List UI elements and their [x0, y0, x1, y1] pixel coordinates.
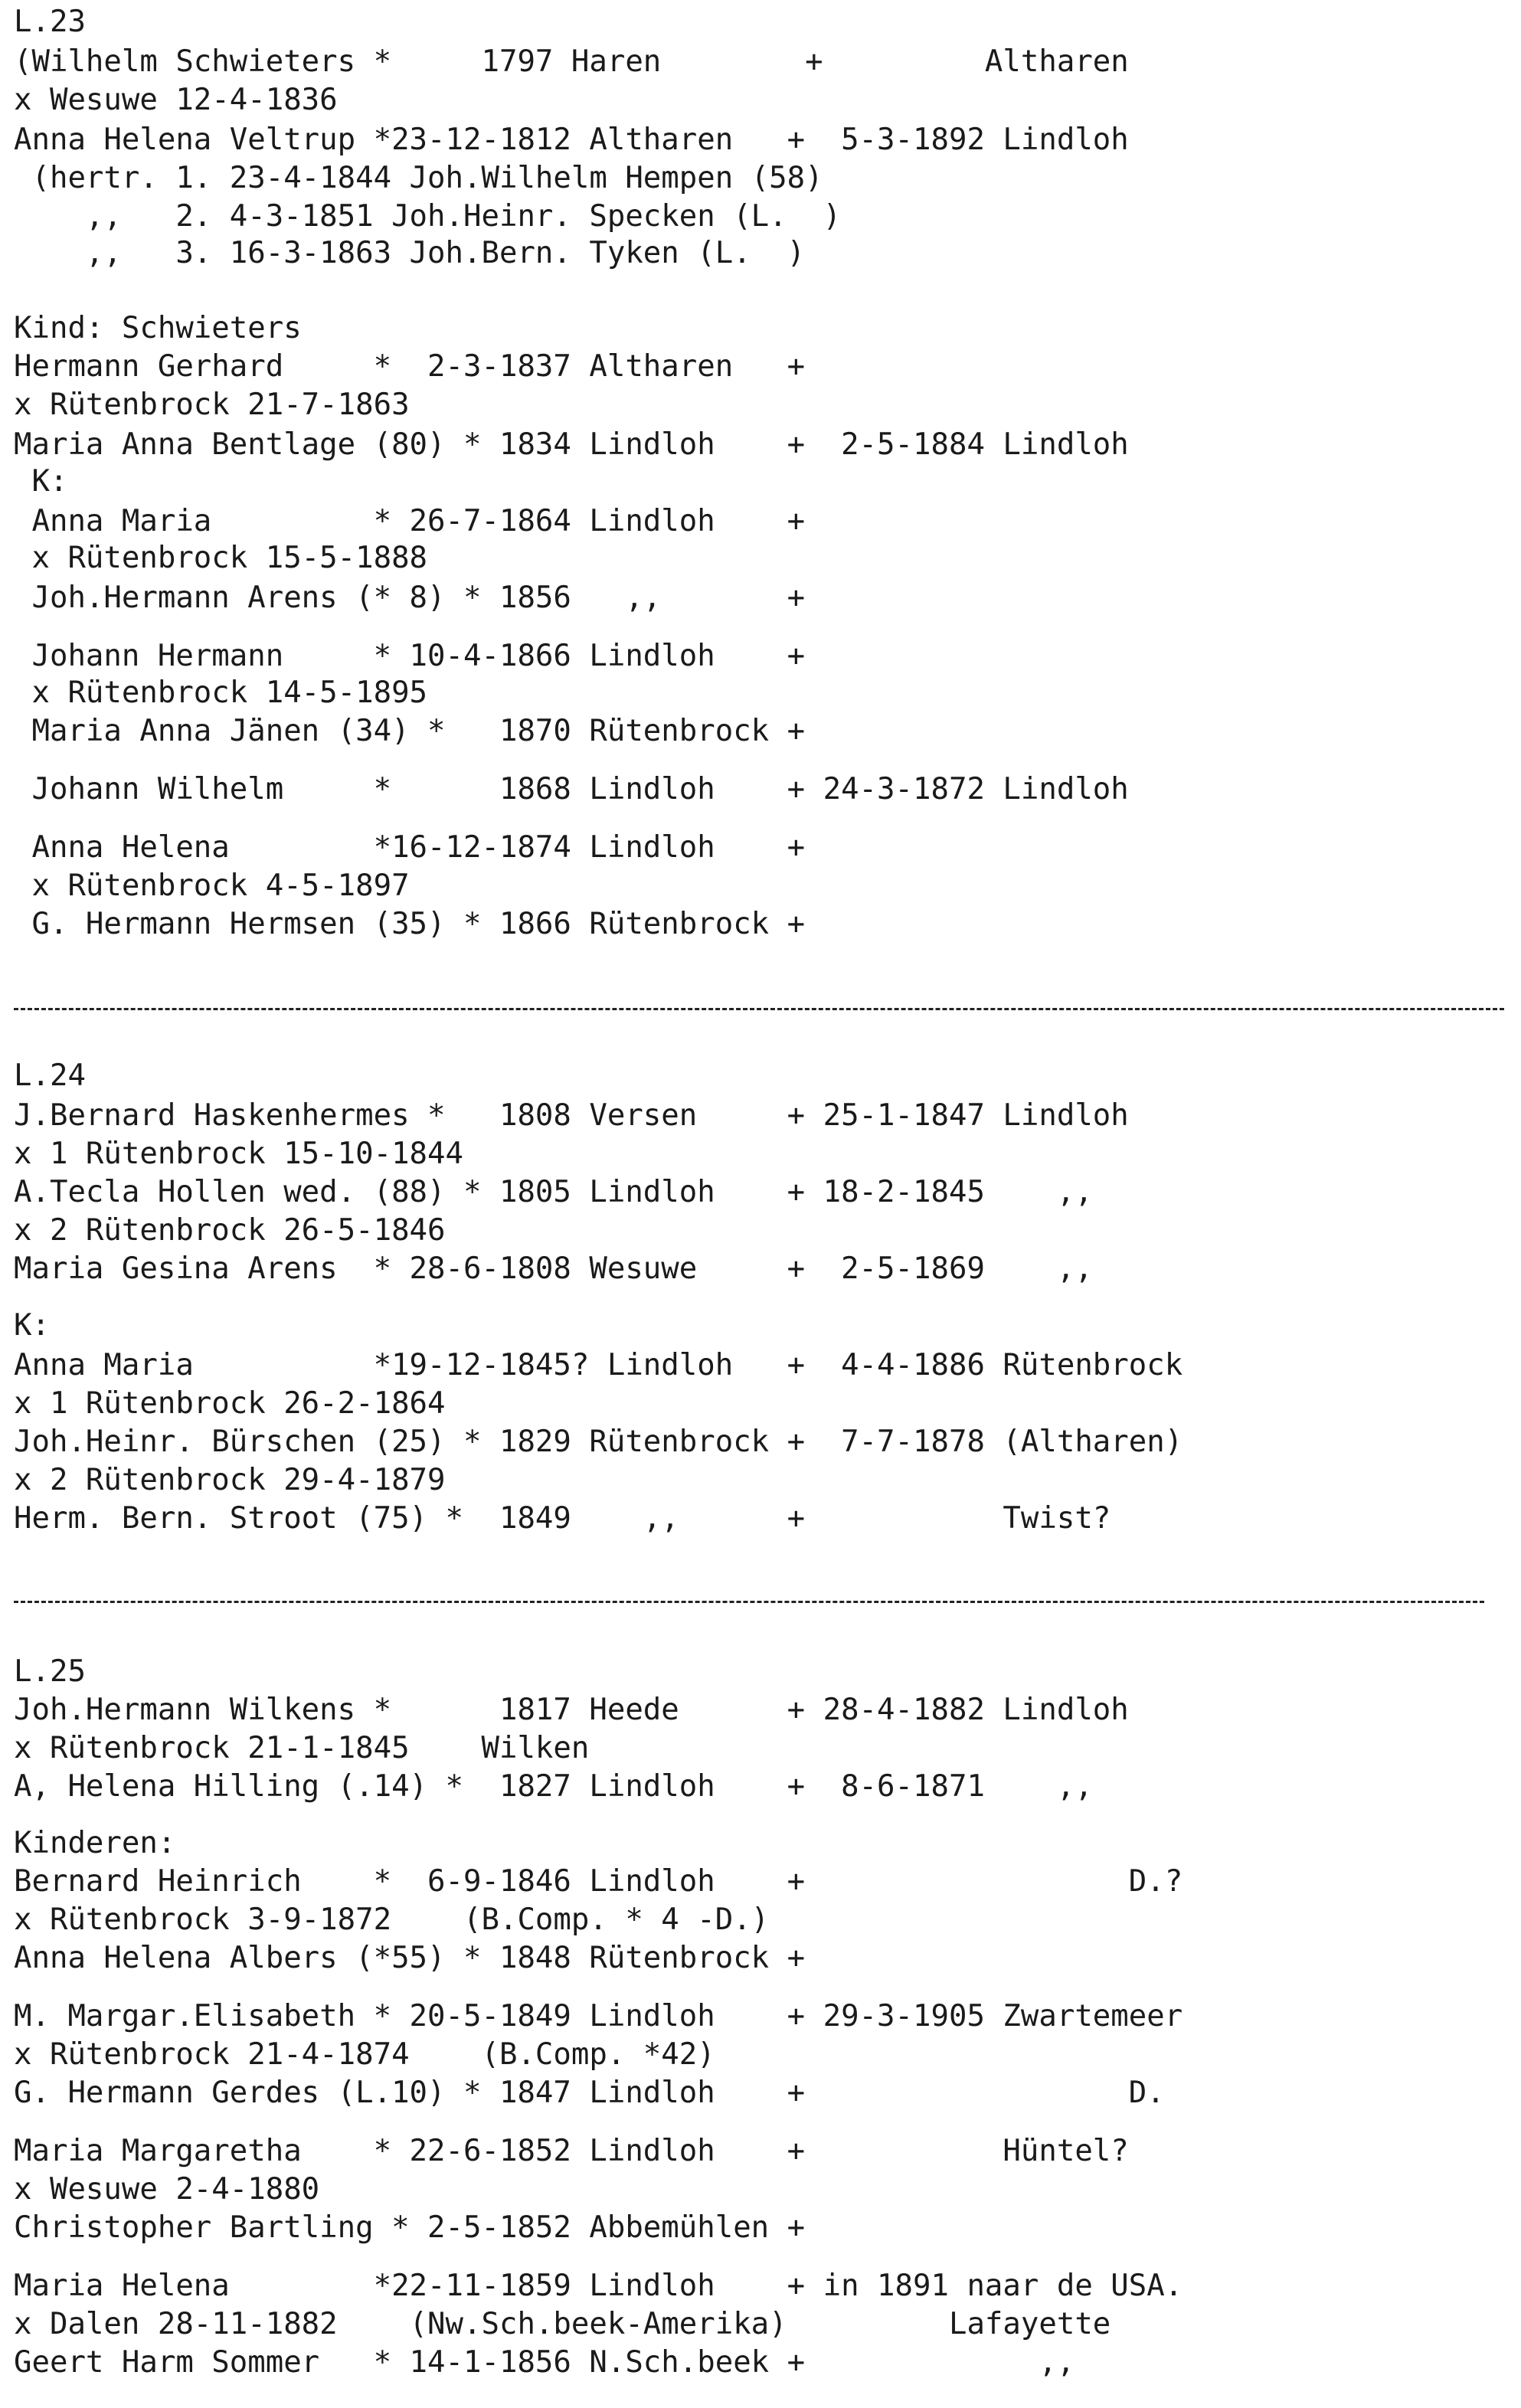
text-line: Joh.Hermann Wilkens * 1817 Heede + 28-4-1882 Lindloh [14, 1693, 1129, 1727]
entry-code: L.24 [14, 1058, 86, 1093]
text-line: x Rütenbrock 21-7-1863 [14, 388, 410, 422]
text-line: Anna Maria * 26-7-1864 Lindloh + [14, 504, 806, 538]
text-line: x Wesuwe 12-4-1836 [14, 83, 338, 117]
text-line: Maria Helena *22-11-1859 Lindloh + in 1891 naar de USA. [14, 2269, 1183, 2303]
text-line: x Rütenbrock 21-4-1874 (B.Comp. *42) [14, 2037, 715, 2072]
text-line: x Rütenbrock 4-5-1897 [14, 869, 410, 903]
text-line: Maria Margaretha * 22-6-1852 Lindloh + Hüntel? [14, 2134, 1129, 2168]
text-line: Johann Hermann * 10-4-1866 Lindloh + [14, 639, 806, 673]
text-line: x Rütenbrock 3-9-1872 (B.Comp. * 4 -D.) [14, 1903, 770, 1937]
text-line: ,, 3. 16-3-1863 Joh.Bern. Tyken (L. ) [14, 236, 806, 270]
text-line: Johann Wilhelm * 1868 Lindloh + 24-3-1872 Lindloh [14, 772, 1129, 806]
text-line: Geert Harm Sommer * 14-1-1856 N.Sch.beek + ,, [14, 2345, 1075, 2380]
text-line: Maria Anna Bentlage (80) * 1834 Lindloh + 2-5-1884 Lindloh [14, 427, 1129, 462]
text-line: Maria Gesina Arens * 28-6-1808 Wesuwe + 2-5-1869 ,, [14, 1251, 1093, 1286]
text-line: (Wilhelm Schwieters * 1797 Haren + Altharen [14, 44, 1129, 79]
text-line: Joh.Heinr. Bürschen (25) * 1829 Rütenbrock + 7-7-1878 (Altharen) [14, 1425, 1183, 1459]
text-line: x 2 Rütenbrock 29-4-1879 [14, 1463, 446, 1497]
section-divider [14, 1008, 1504, 1010]
text-line: x Rütenbrock 14-5-1895 [14, 676, 428, 710]
text-line: (hertr. 1. 23-4-1844 Joh.Wilhelm Hempen (58) [14, 161, 823, 195]
text-line: G. Hermann Hermsen (35) * 1866 Rütenbrock + [14, 907, 806, 941]
text-line: Christopher Bartling * 2-5-1852 Abbemühlen + [14, 2210, 806, 2245]
text-line: Joh.Hermann Arens (* 8) * 1856 ,, + [14, 581, 806, 615]
text-line: x 1 Rütenbrock 15-10-1844 [14, 1137, 463, 1171]
text-line: Kind: Schwieters [14, 311, 302, 345]
text-line: Kinderen: [14, 1826, 176, 1860]
text-line: x Dalen 28-11-1882 (Nw.Sch.beek-Amerika) Lafayette [14, 2307, 1111, 2341]
text-line: Bernard Heinrich * 6-9-1846 Lindloh + D.? [14, 1864, 1183, 1899]
text-line: Herm. Bern. Stroot (75) * 1849 ,, + Twist? [14, 1501, 1111, 1536]
text-line: ,, 2. 4-3-1851 Joh.Heinr. Specken (L. ) [14, 199, 842, 234]
text-line: Hermann Gerhard * 2-3-1837 Altharen + [14, 349, 806, 384]
text-line: Maria Anna Jänen (34) * 1870 Rütenbrock + [14, 714, 806, 748]
text-line: Anna Helena Albers (*55) * 1848 Rütenbrock + [14, 1941, 806, 1975]
text-line: x 1 Rütenbrock 26-2-1864 [14, 1386, 446, 1421]
entry-code: L.23 [14, 5, 86, 39]
text-line: K: [14, 464, 68, 499]
text-line: x Wesuwe 2-4-1880 [14, 2172, 320, 2207]
text-line: M. Margar.Elisabeth * 20-5-1849 Lindloh + 29-3-1905 Zwartemeer [14, 1999, 1183, 2033]
text-line: Anna Helena Veltrup *23-12-1812 Altharen + 5-3-1892 Lindloh [14, 123, 1129, 157]
text-line: J.Bernard Haskenhermes * 1808 Versen + 25-1-1847 Lindloh [14, 1098, 1129, 1133]
text-line: A, Helena Hilling (.14) * 1827 Lindloh + 8-6-1871 ,, [14, 1769, 1093, 1804]
text-line: x Rütenbrock 15-5-1888 [14, 541, 428, 575]
text-line: x 2 Rütenbrock 26-5-1846 [14, 1213, 446, 1248]
entry-code: L.25 [14, 1654, 86, 1689]
text-line: Anna Helena *16-12-1874 Lindloh + [14, 830, 806, 865]
text-line: K: [14, 1308, 50, 1343]
text-line: Anna Maria *19-12-1845? Lindloh + 4-4-1886 Rütenbrock [14, 1348, 1183, 1382]
text-line: A.Tecla Hollen wed. (88) * 1805 Lindloh + 18-2-1845 ,, [14, 1175, 1093, 1209]
text-line: G. Hermann Gerdes (L.10) * 1847 Lindloh + D. [14, 2076, 1165, 2110]
section-divider [14, 1601, 1484, 1603]
text-line: x Rütenbrock 21-1-1845 Wilken [14, 1731, 590, 1765]
